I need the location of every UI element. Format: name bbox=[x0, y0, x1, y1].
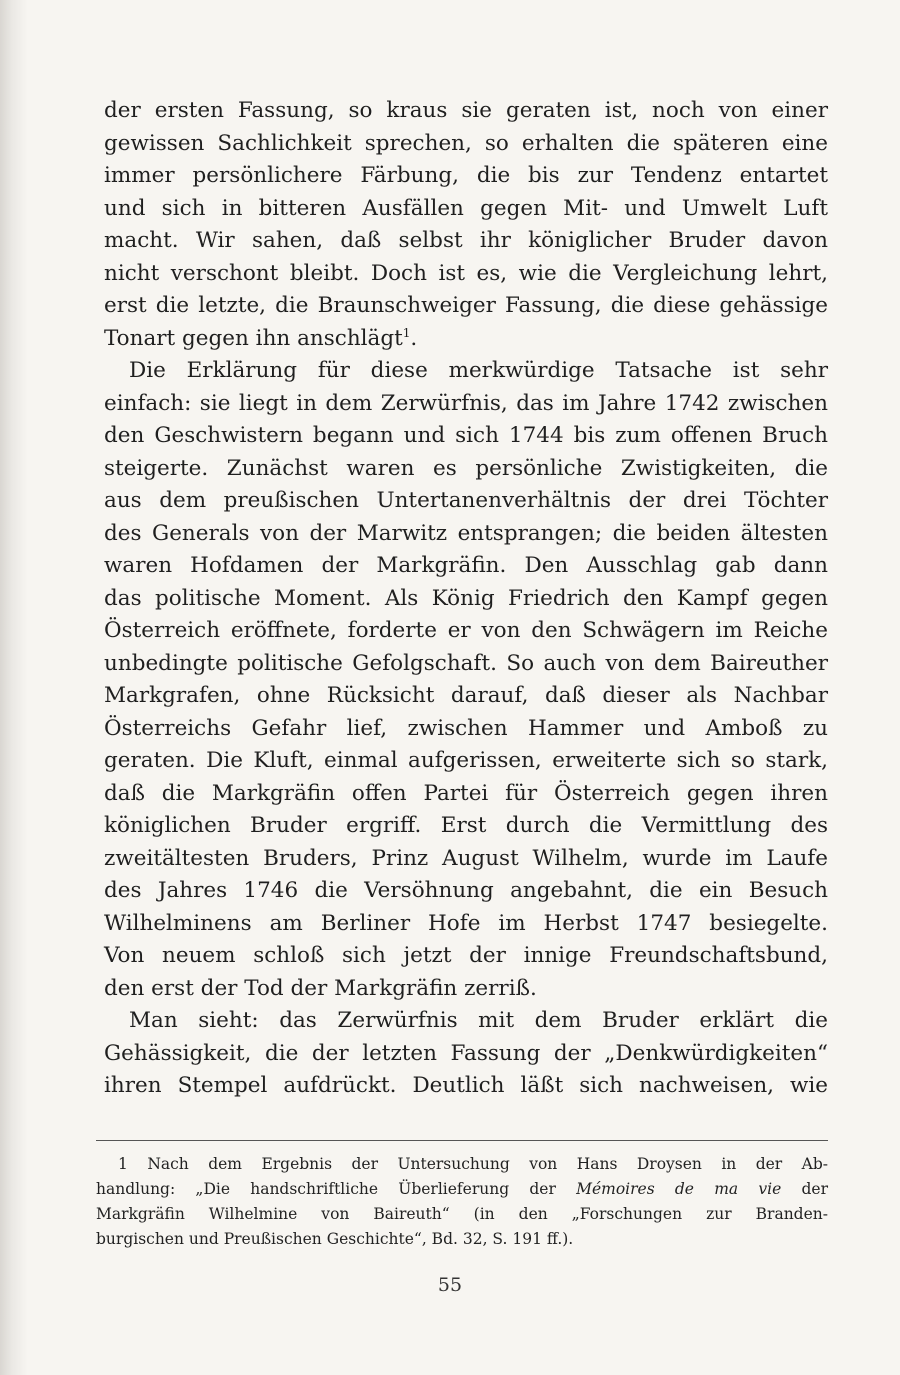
footnote-marker: 1 bbox=[118, 1155, 128, 1173]
footnote-line bbox=[96, 1177, 828, 1202]
body-text bbox=[104, 95, 828, 1103]
body-line: daß die Markgräfin offen Partei für Österreich gegen ihren bbox=[104, 780, 828, 806]
body-line bbox=[104, 323, 828, 356]
body-line-period: . bbox=[410, 325, 418, 351]
page-number: 55 bbox=[437, 1274, 463, 1296]
footnote-text: handlung: „Die handschriftliche Überlieferung der bbox=[96, 1180, 577, 1198]
body-line: geraten. Die Kluft, einmal aufgerissen, erweiterte sich so stark, bbox=[104, 748, 828, 773]
body-line: nicht verschont bleibt. Doch ist es, wie die Vergleichung lehrt, bbox=[104, 260, 828, 286]
body-line-text: Tonart gegen ihn anschlägt bbox=[104, 325, 403, 351]
body-line: und sich in bitteren Ausfällen gegen Mit- und Umwelt Luft bbox=[104, 195, 828, 221]
body-line: erst die letzte, die Braunschweiger Fassung, die diese gehässige bbox=[104, 293, 828, 318]
footnote-text: der bbox=[781, 1180, 828, 1198]
body-line: waren Hofdamen der Markgräfin. Den Ausschlag gab dann bbox=[104, 553, 828, 578]
footnote bbox=[96, 1152, 828, 1252]
body-line: Österreichs Gefahr lief, zwischen Hammer und Amboß zu bbox=[104, 715, 828, 741]
footnote-line bbox=[96, 1152, 828, 1177]
body-line: königlichen Bruder ergriff. Erst durch die Vermittlung des bbox=[104, 813, 828, 838]
footnote-line: Markgräfin Wilhelmine von Baireuth“ (in den „Forschungen zur Branden- bbox=[96, 1205, 828, 1223]
body-line: das politische Moment. Als König Friedrich den Kampf gegen bbox=[104, 585, 828, 611]
body-line: Von neuem schloß sich jetzt der innige Freundschaftsbund, bbox=[104, 943, 828, 968]
body-line: Österreich eröffnete, forderte er von den Schwägern im Reiche bbox=[104, 618, 828, 643]
body-line: den erst der Tod der Markgräfin zerriß. bbox=[104, 975, 537, 1001]
body-line: unbedingte politische Gefolgschaft. So auch von dem Baireuther bbox=[104, 650, 828, 676]
body-line: immer persönlichere Färbung, die bis zur Tendenz entartet bbox=[104, 163, 828, 188]
body-line: Man sieht: das Zerwürfnis mit dem Bruder erklärt die bbox=[129, 1008, 828, 1033]
body-line: der ersten Fassung, so kraus sie geraten ist, noch von einer bbox=[104, 98, 828, 123]
footnote-text: Nach dem Ergebnis der Untersuchung von Hans Droysen in der Ab- bbox=[147, 1155, 828, 1173]
body-line: Wilhelminens am Berliner Hofe im Herbst 1747 besiegelte. bbox=[104, 910, 828, 936]
gutter-shadow bbox=[0, 0, 28, 1375]
body-line: des Jahres 1746 die Versöhnung angebahnt, die ein Besuch bbox=[104, 878, 828, 903]
body-line: den Geschwistern begann und sich 1744 bis zum offenen Bruch bbox=[104, 423, 828, 448]
body-line: ihren Stempel aufdrückt. Deutlich läßt sich nachweisen, wie bbox=[104, 1073, 828, 1098]
footnote-line: burgischen und Preußischen Geschichte“, Bd. 32, S. 191 ff.). bbox=[96, 1230, 574, 1248]
body-line: gewissen Sachlichkeit sprechen, so erhalten die späteren eine bbox=[104, 130, 828, 156]
body-line: steigerte. Zunächst waren es persönliche Zwistigkeiten, die bbox=[104, 455, 828, 481]
body-line: Gehässigkeit, die der letzten Fassung der „Denkwürdigkeiten“ bbox=[104, 1040, 828, 1066]
body-line: Die Erklärung für diese merkwürdige Tatsache ist sehr bbox=[129, 358, 828, 383]
footnote-italic-title: Mémoires de ma vie bbox=[576, 1180, 782, 1198]
body-line: einfach: sie liegt in dem Zerwürfnis, das im Jahre 1742 zwischen bbox=[104, 390, 828, 416]
body-line: macht. Wir sahen, daß selbst ihr königlicher Bruder davon bbox=[104, 228, 828, 253]
footnote-rule bbox=[96, 1140, 828, 1141]
body-line: des Generals von der Marwitz entsprangen; die beiden ältesten bbox=[104, 520, 828, 546]
footnote-reference: 1 bbox=[402, 325, 411, 340]
body-line: zweitältesten Bruders, Prinz August Wilhelm, wurde im Laufe bbox=[104, 845, 828, 871]
body-line: aus dem preußischen Untertanenverhältnis der drei Töchter bbox=[104, 488, 828, 513]
body-line: Markgrafen, ohne Rücksicht darauf, daß dieser als Nachbar bbox=[104, 683, 828, 708]
